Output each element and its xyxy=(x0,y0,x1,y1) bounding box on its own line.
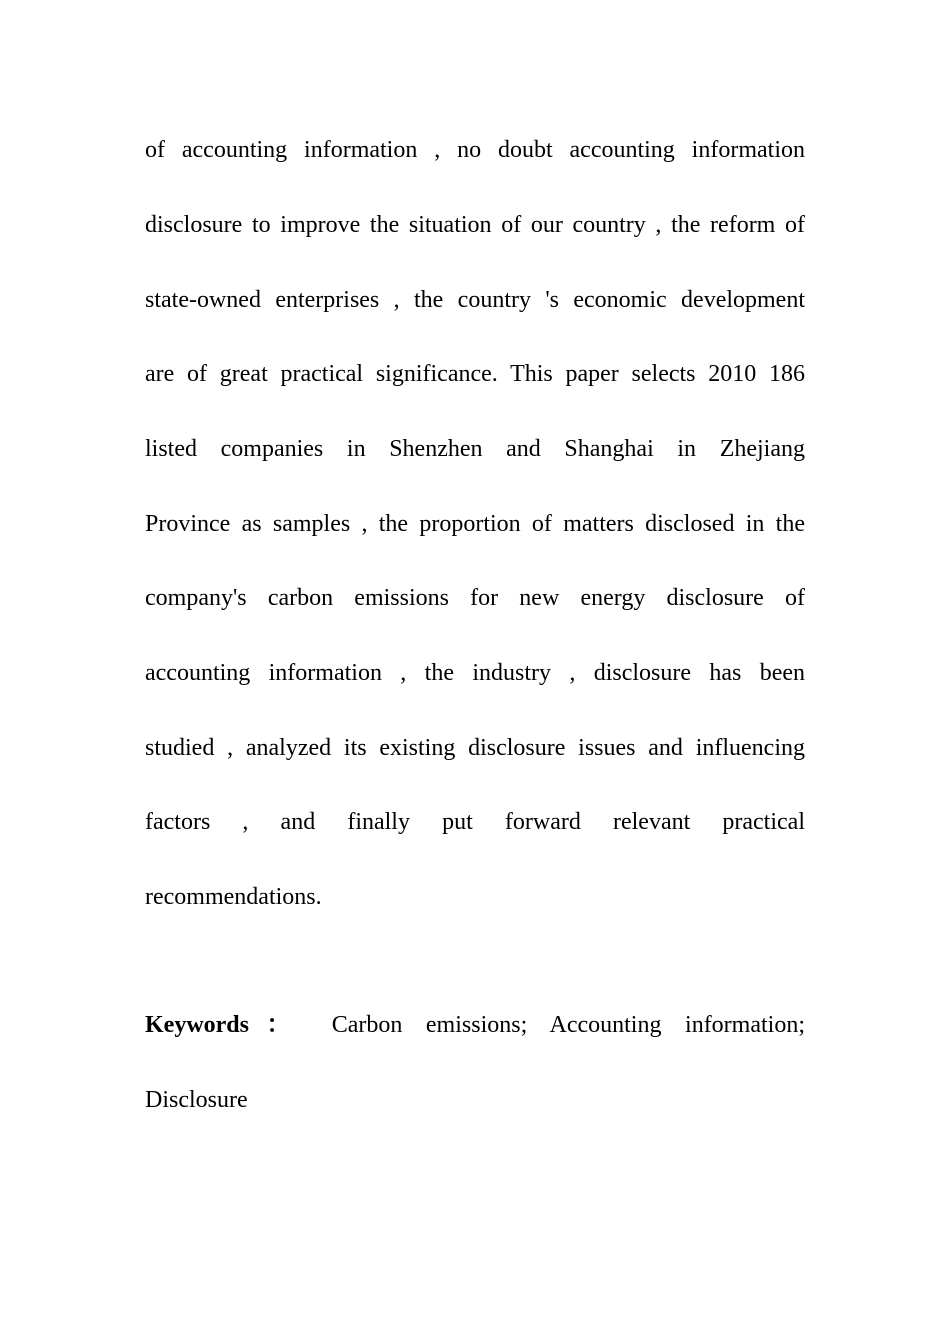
abstract-line: are of great practical significance. This paper selects 2010 186 xyxy=(145,361,805,387)
abstract-line: of accounting information , no doubt accounting information xyxy=(145,137,805,163)
keywords-values: Carbon emissions; Accounting information; xyxy=(331,1012,805,1038)
keywords-label: Keywords： xyxy=(145,1012,309,1038)
abstract-line: disclosure to improve the situation of our country , the reform of xyxy=(145,212,805,238)
abstract-line: state-owned enterprises , the country 's economic development xyxy=(145,287,805,313)
abstract-line: listed companies in Shenzhen and Shanghai in Zhejiang xyxy=(145,436,805,462)
abstract-line: recommendations. xyxy=(145,884,322,910)
abstract-line: factors , and finally put forward relevant practical xyxy=(145,809,805,835)
abstract-line: accounting information , the industry , disclosure has been xyxy=(145,660,805,686)
abstract-line: company's carbon emissions for new energy disclosure of xyxy=(145,585,805,611)
keywords-line-continued: Disclosure xyxy=(145,1087,248,1113)
keywords-line xyxy=(145,1010,805,1040)
abstract-line: studied , analyzed its existing disclosure issues and influencing xyxy=(145,735,805,761)
abstract-line: Province as samples , the proportion of matters disclosed in the xyxy=(145,511,805,537)
